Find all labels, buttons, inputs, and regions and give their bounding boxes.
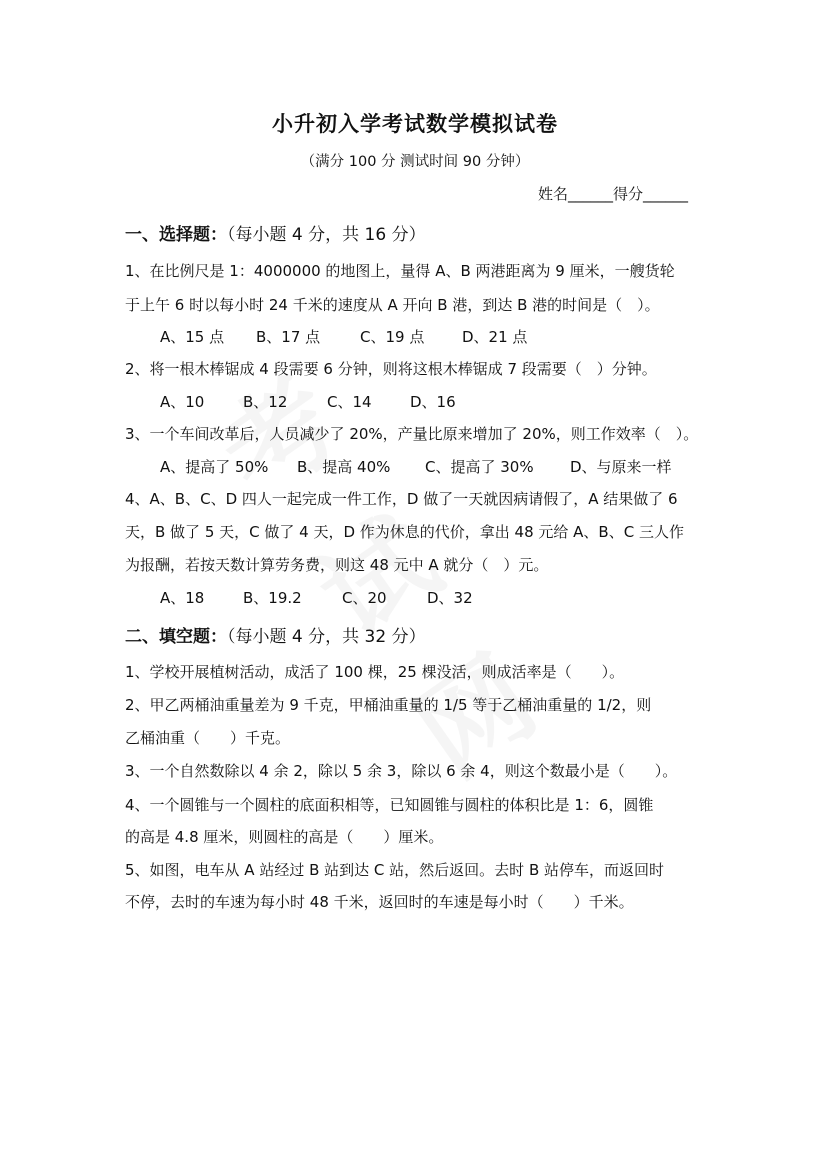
- question-line: 3、一个自然数除以 4 余 2，除以 5 余 3，除以 6 余 4，则这个数最小是（ ）。: [125, 762, 678, 780]
- section-title: 二、填空题：: [125, 627, 227, 647]
- option-c: C、19 点: [360, 328, 425, 346]
- option-a: A、15 点: [160, 328, 225, 346]
- question-line: 的高是 4.8 厘米，则圆柱的高是（ ）厘米。: [125, 828, 444, 846]
- question-line: 5、如图，电车从 A 站经过 B 站到达 C 站，然后返回。去时 B 站停车，而返回时: [125, 861, 665, 879]
- question-line: 1、学校开展植树活动，成活了 100 棵，25 棵没活，则成活率是（ ）。: [125, 663, 625, 681]
- option-b: B、17 点: [256, 328, 321, 346]
- option-c: C、14: [327, 393, 372, 411]
- question-line: 乙桶油重（ ）千克。: [125, 729, 291, 747]
- question-line: 于上午 6 时以每小时 24 千米的速度从 A 开向 B 港，到达 B 港的时间是（ ）。: [125, 296, 660, 314]
- exam-info: （满分 100 分 测试时间 90 分钟）: [300, 154, 530, 170]
- option-d: D、与原来一样: [570, 458, 672, 476]
- option-b: B、12: [243, 393, 288, 411]
- question-line: 4、A、B、C、D 四人一起完成一件工作，D 做了一天就因病请假了，A 结果做了 6: [125, 490, 678, 508]
- question-line: 2、甲乙两桶油重量差为 9 千克，甲桶油重量的 1/5 等于乙桶油重量的 1/2，则: [125, 696, 652, 714]
- question-line: 2、将一根木棒锯成 4 段需要 6 分钟，则将这根木棒锯成 7 段需要（ ）分钟。: [125, 360, 657, 378]
- question-line: 为报酬，若按天数计算劳务费，则这 48 元中 A 就分（ ）元。: [125, 556, 549, 574]
- section-note: （每小题 4 分，共 16 分）: [227, 225, 426, 245]
- option-d: D、21 点: [462, 328, 528, 346]
- question-line: 1、在比例尺是 1：4000000 的地图上，量得 A、B 两港距离为 9 厘米，一艘货轮: [125, 262, 675, 280]
- option-a: A、提高了 50%: [160, 458, 269, 476]
- question-line: 不停，去时的车速为每小时 48 千米，返回时的车速是每小时（ ）千米。: [125, 893, 634, 911]
- option-d: D、32: [427, 589, 473, 607]
- option-b: B、19.2: [243, 589, 302, 607]
- option-d: D、16: [410, 393, 456, 411]
- name-score-field: 姓名______得分______: [538, 185, 689, 203]
- option-a: A、18: [160, 589, 205, 607]
- question-line: 4、一个圆锥与一个圆柱的底面积相等，已知圆锥与圆柱的体积比是 1：6，圆锥: [125, 796, 654, 814]
- option-b: B、提高 40%: [297, 458, 391, 476]
- section-note: （每小题 4 分，共 32 分）: [227, 627, 426, 647]
- option-a: A、10: [160, 393, 205, 411]
- section-title: 一、选择题：: [125, 225, 227, 245]
- section-heading-choice: [125, 220, 426, 245]
- option-c: C、提高了 30%: [425, 458, 534, 476]
- page-title: 小升初入学考试数学模拟试卷: [272, 112, 558, 136]
- section-heading-fill: [125, 622, 426, 647]
- question-line: 天，B 做了 5 天，C 做了 4 天，D 作为休息的代价，拿出 48 元给 A、B、C 三人作: [125, 523, 684, 541]
- question-line: 3、一个车间改革后，人员减少了 20%，产量比原来增加了 20%，则工作效率（ ）。: [125, 425, 699, 443]
- option-c: C、20: [342, 589, 387, 607]
